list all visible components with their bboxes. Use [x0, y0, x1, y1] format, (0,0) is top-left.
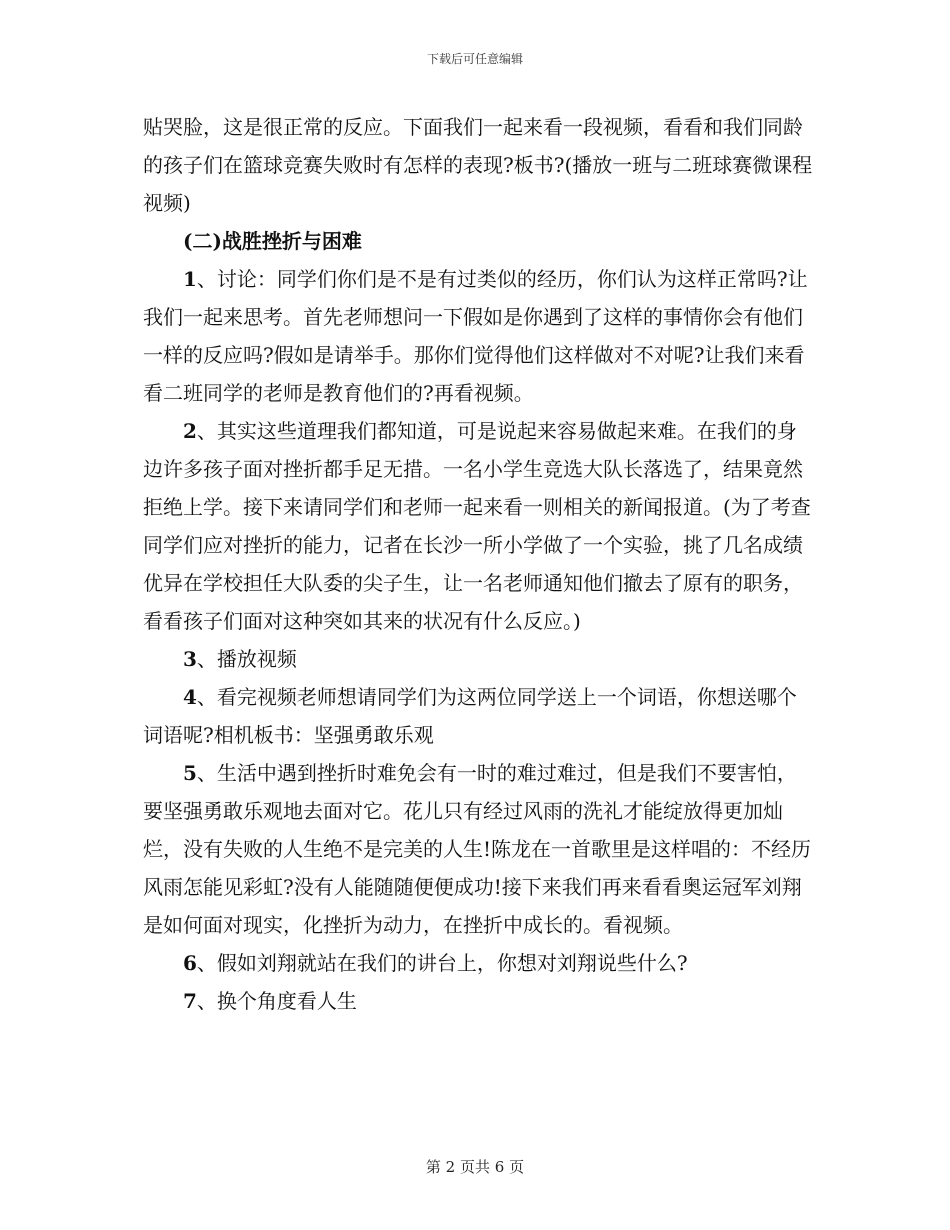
paragraph-number: 7: [183, 989, 197, 1013]
paragraph-text: 、播放视频: [196, 647, 297, 671]
paragraph-number: 5: [183, 761, 197, 785]
paragraph-number: 6: [183, 951, 197, 975]
paragraph-text: 、假如刘翔就站在我们的讲台上，你想对刘翔说些什么?: [196, 951, 688, 975]
numbered-paragraph: [143, 982, 813, 1020]
paragraph-number: 2: [183, 419, 197, 443]
page-number-footer: 第 2 页共 6 页: [425, 1158, 525, 1176]
numbered-paragraph: [143, 412, 813, 640]
paragraph-text: 、换个角度看人生: [196, 989, 357, 1013]
numbered-paragraph: [143, 754, 813, 944]
paragraph-number: 4: [183, 685, 197, 709]
section-heading: (二)战胜挫折与困难: [183, 229, 362, 253]
numbered-paragraph: [143, 678, 813, 754]
paragraph-text: 、生活中遇到挫折时难免会有一时的难过难过，但是我们不要害怕，要坚强勇敢乐观地去面对它。花儿只有经过风雨的洗礼才能绽放得更加灿烂，没有失败的人生绝不是完美的人生!陈龙在一首歌里是这样唱的：不经历风雨怎能见彩虹?没有人能随随便便成功!接下来我们再来看看奥运冠军刘翔是如何面对现实，化挫折为动力，在挫折中成长的。看视频。: [143, 761, 812, 937]
paragraph-number: 1: [183, 267, 197, 291]
numbered-paragraph: [143, 944, 813, 982]
numbered-paragraph: [143, 640, 813, 678]
page-header: 下载后可任意编辑: [426, 52, 523, 66]
paragraph-continuation: 贴哭脸，这是很正常的反应。下面我们一起来看一段视频，看看和我们同龄的孩子们在篮球竞赛失败时有怎样的表现?板书?(播放一班与二班球赛微课程视频): [143, 115, 813, 215]
document-body: [143, 108, 813, 1020]
paragraph-text: 、看完视频老师想请同学们为这两位同学送上一个词语，你想送哪个词语呢?相机板书：坚强勇敢乐观: [143, 685, 797, 747]
paragraph-text: 、讨论：同学们你们是不是有过类似的经历，你们认为这样正常吗?让我们一起来思考。首先老师想问一下假如是你遇到了这样的事情你会有他们一样的反应吗?假如是请举手。那你们觉得他们这样做对不对呢?让我们来看看二班同学的老师是教育他们的?再看视频。: [143, 267, 808, 405]
numbered-paragraph: [143, 260, 813, 412]
paragraph-number: 3: [183, 647, 197, 671]
paragraph-text: 、其实这些道理我们都知道，可是说起来容易做起来难。在我们的身边许多孩子面对挫折都手足无措。一名小学生竞选大队长落选了，结果竟然拒绝上学。接下来请同学们和老师一起来看一则相关的新闻报道。(为了考查同学们应对挫折的能力，记者在长沙一所小学做了一个实验，挑了几名成绩优异在学校担任大队委的尖子生，让一名老师通知他们撤去了原有的职务，看看孩子们面对这种突如其来的状况有什么反应。): [143, 419, 811, 633]
